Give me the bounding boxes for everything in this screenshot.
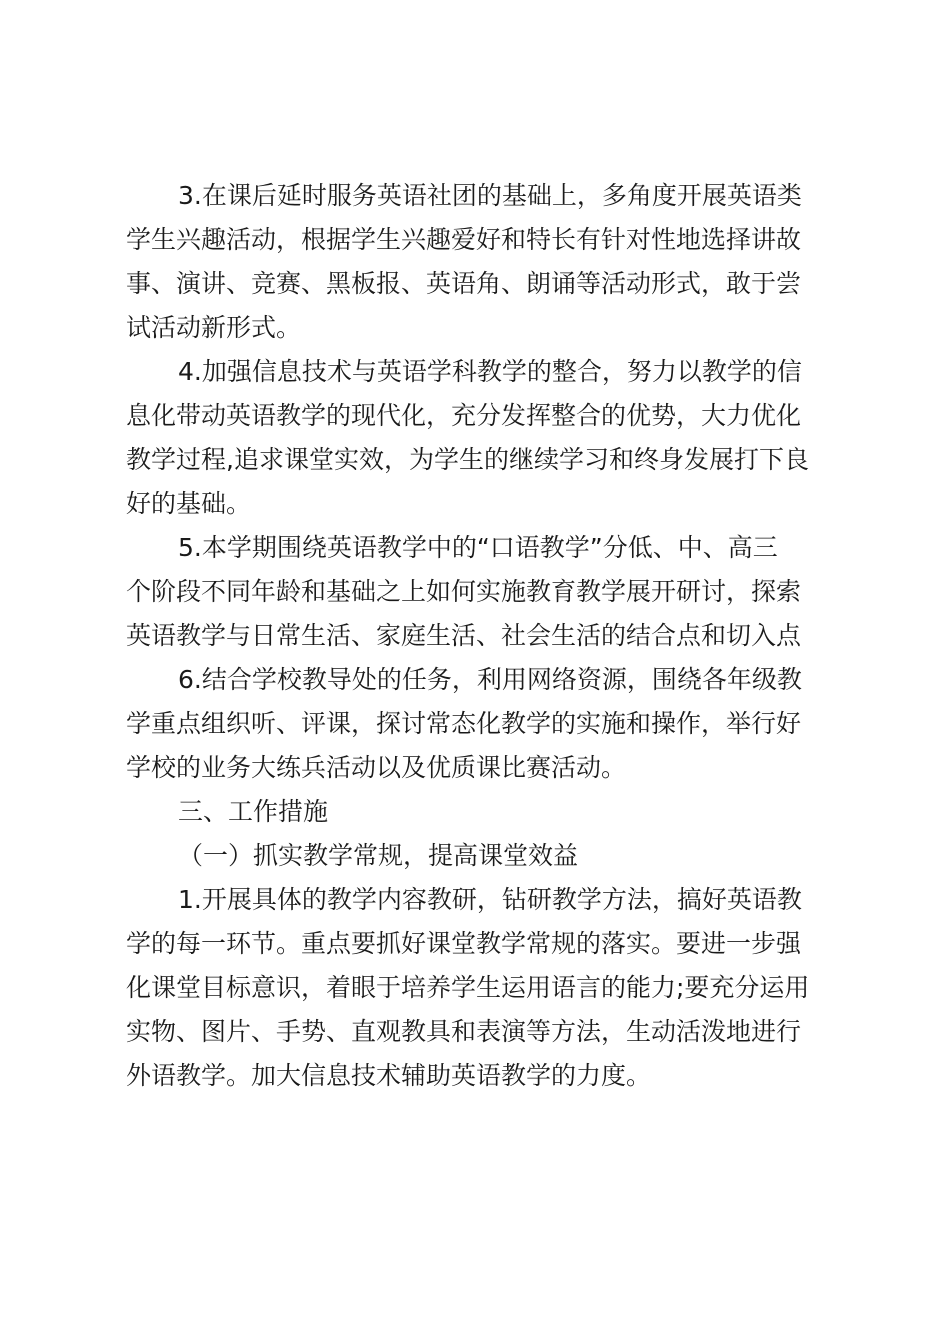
text-line: 3.在课后延时服务英语社团的基础上，多角度开展英语类 [178,181,802,210]
text-line: 事、演讲、竞赛、黑板报、英语角、朗诵等活动形式，敢于尝 [126,269,802,298]
paragraph-item-4 [126,350,838,526]
text-line: 息化带动英语教学的现代化，充分发挥整合的优势，大力优化 [126,401,802,430]
text-line: 4.加强信息技术与英语学科教学的整合，努力以教学的信 [178,357,802,386]
text-line: 教学过程,追求课堂实效，为学生的继续学习和终身发展打下良 [126,445,809,474]
paragraph-item-3 [126,174,838,350]
paragraph-item-5 [126,526,838,658]
text-line: 英语教学与日常生活、家庭生活、社会生活的结合点和切入点 [126,621,802,650]
text-line: 学生兴趣活动，根据学生兴趣爱好和特长有针对性地选择讲故 [126,225,802,254]
text-line: 化课堂目标意识，着眼于培养学生运用语言的能力;要充分运用 [126,973,810,1002]
text-line: 外语教学。加大信息技术辅助英语教学的力度。 [126,1061,652,1090]
text-line: 学校的业务大练兵活动以及优质课比赛活动。 [126,753,627,782]
paragraph-measure-1 [126,878,838,1098]
text-line: 个阶段不同年龄和基础之上如何实施教育教学展开研讨，探索 [126,577,802,606]
text-line: 6.结合学校教导处的任务，利用网络资源，围绕各年级教 [178,665,802,694]
subheading-text: （一）抓实教学常规，提高课堂效益 [178,841,579,870]
section-heading-work-measures [126,790,838,834]
text-line: 学重点组织听、评课，探讨常态化教学的实施和操作，举行好 [126,709,802,738]
subsection-heading-teaching-routine [126,834,838,878]
text-line: 实物、图片、手势、直观教具和表演等方法，生动活泼地进行 [126,1017,802,1046]
document-body [126,174,838,1098]
heading-text: 三、工作措施 [178,797,329,826]
text-line: 试活动新形式。 [126,313,302,342]
text-line: 好的基础。 [126,489,252,518]
text-line: 5.本学期围绕英语教学中的“口语教学”分低、中、高三 [178,533,778,562]
paragraph-item-6 [126,658,838,790]
text-line: 1.开展具体的教学内容教研，钻研教学方法，搞好英语教 [178,885,802,914]
text-line: 学的每一环节。重点要抓好课堂教学常规的落实。要进一步强 [126,929,802,958]
